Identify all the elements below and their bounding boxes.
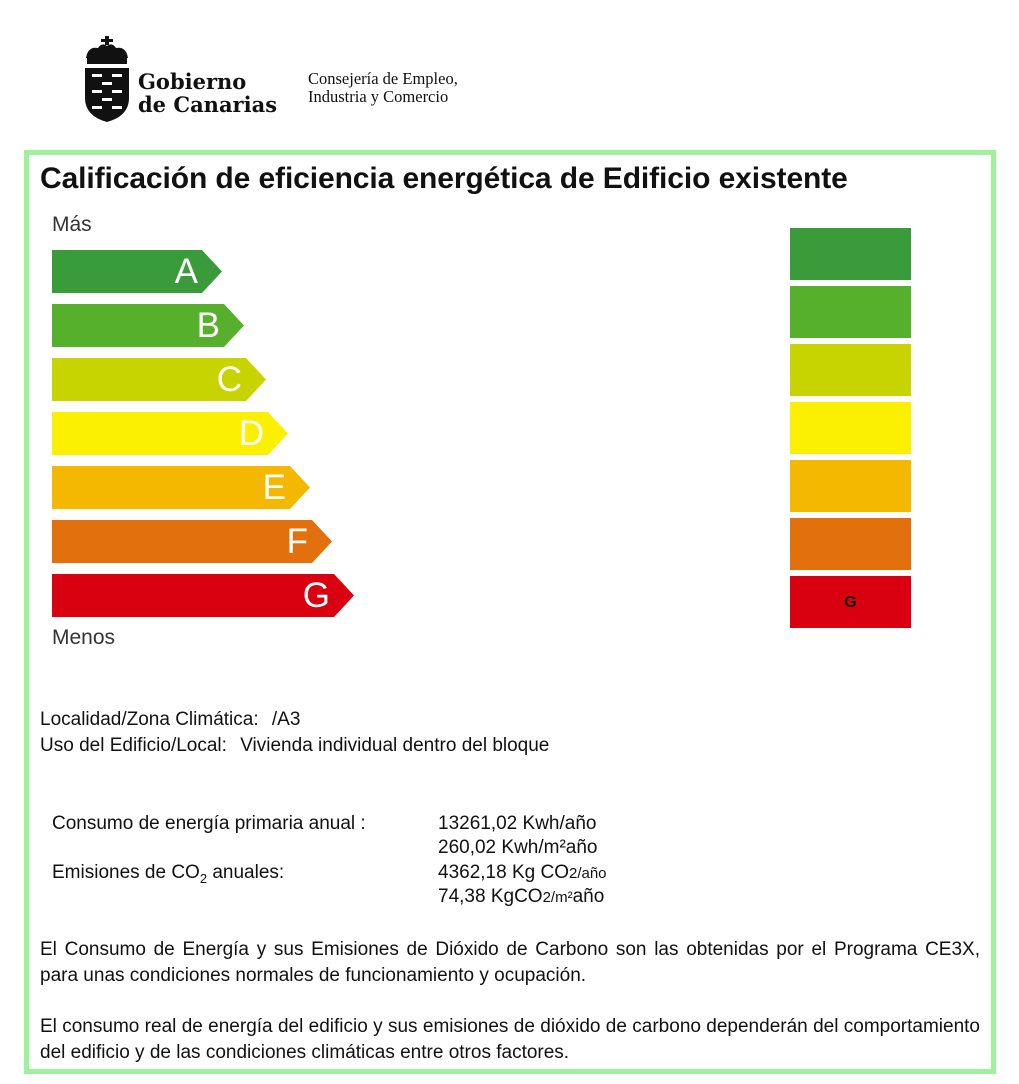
grade-arrow-g xyxy=(52,574,354,617)
dept-line1: Consejería de Empleo, xyxy=(308,69,458,88)
rating-box-f xyxy=(790,518,911,570)
localidad-row xyxy=(40,709,300,731)
gov-name-line2: de Canarias xyxy=(138,92,278,117)
grade-letter-c: C xyxy=(216,360,242,399)
grade-arrow-a xyxy=(52,250,222,293)
emisiones-value-total xyxy=(438,862,607,884)
note-paragraph-1: El Consumo de Energía y sus Emisiones de Dióxido de Carbono son las obtenidas por el Programa CE3X, para unas condiciones normales de funcionamiento y ocupación. xyxy=(40,939,980,986)
emisiones-label-pre: Emisiones de CO xyxy=(52,862,200,883)
grade-letter-e: E xyxy=(262,468,286,507)
grade-letter-g: G xyxy=(302,576,330,615)
uso-row xyxy=(40,735,549,757)
emisiones-value2-main: 74,38 KgCO xyxy=(438,886,543,907)
grade-arrow-e xyxy=(52,466,310,509)
gov-name-line1: Gobierno xyxy=(138,69,247,94)
canary-islands-crest-icon xyxy=(82,36,132,122)
consumo-value-total: 13261,02 Kwh/año xyxy=(438,813,597,834)
grade-letter-b: B xyxy=(196,306,220,345)
consumo-label: Consumo de energía primaria anual : xyxy=(52,813,366,834)
rating-box-d xyxy=(790,402,911,454)
rating-box-a xyxy=(790,228,911,280)
localidad-label: Localidad/Zona Climática: xyxy=(40,709,259,730)
grade-arrow-b xyxy=(52,304,244,347)
uso-value: Vivienda individual dentro del bloque xyxy=(240,735,550,756)
scale-bottom-label: Menos xyxy=(52,626,116,649)
rating-box-c xyxy=(790,344,911,396)
grade-letter-f: F xyxy=(286,522,308,561)
note-paragraph-2: El consumo real de energía del edificio y sus emisiones de dióxido de carbono dependerán del comportamiento del edificio y de las condiciones climáticas entre otros factores. xyxy=(40,1016,980,1063)
emisiones-value1-small: 2/año xyxy=(568,865,607,882)
grade-letter-a: A xyxy=(174,252,198,291)
grade-arrow-c xyxy=(52,358,266,401)
localidad-value: /A3 xyxy=(271,709,301,730)
grade-arrow-d xyxy=(52,412,288,455)
emisiones-label-sub: 2 xyxy=(199,870,208,886)
consumo-value-per-m2: 260,02 Kwh/m²año xyxy=(438,837,598,858)
dept-line2: Industria y Comercio xyxy=(308,87,449,106)
emisiones-label xyxy=(52,862,284,886)
emisiones-value1-main: 4362,18 Kg CO xyxy=(438,862,569,883)
rating-box-b xyxy=(790,286,911,338)
grade-letter-d: D xyxy=(238,414,264,453)
rating-letter: G xyxy=(844,594,857,611)
department-name xyxy=(308,70,458,106)
grade-arrow-f xyxy=(52,520,332,563)
government-name xyxy=(138,70,277,116)
emisiones-value2-small: 2/m² xyxy=(542,889,573,906)
emisiones-value2-end: año xyxy=(572,886,605,907)
emisiones-value-per-m2 xyxy=(438,886,604,908)
rating-box-e xyxy=(790,460,911,512)
scale-top-label: Más xyxy=(52,213,92,236)
certificate-title: Calificación de eficiencia energética de Edificio existente xyxy=(40,162,848,195)
emisiones-label-post: anuales: xyxy=(207,862,285,883)
uso-label: Uso del Edificio/Local: xyxy=(40,735,227,756)
